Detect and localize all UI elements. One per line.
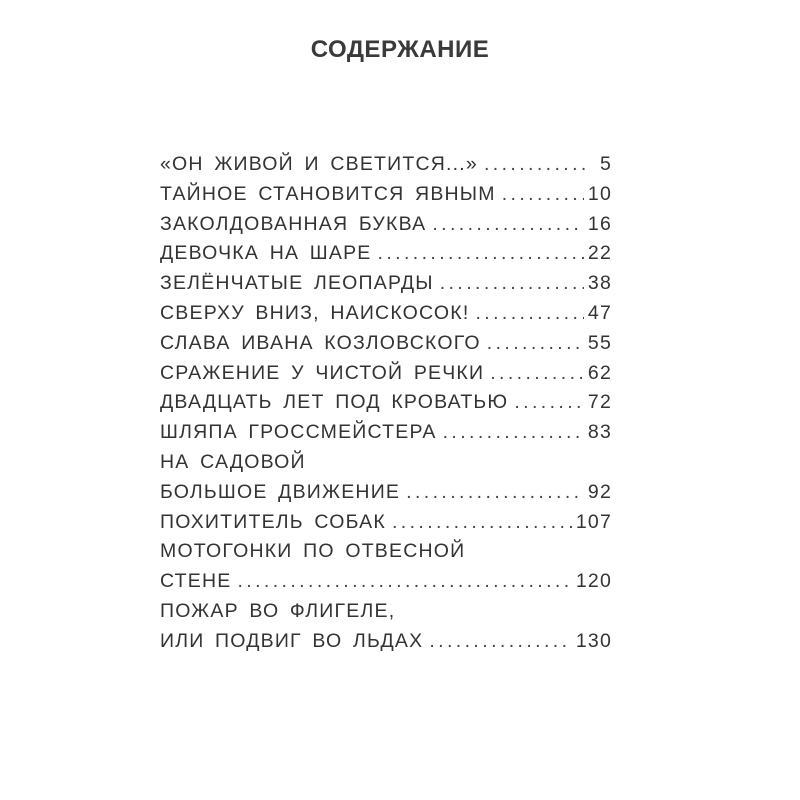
toc-entry-line [160,418,612,448]
dot-leader [429,627,572,657]
toc-entry-title: СТЕНЕ [160,570,232,593]
dot-leader [487,329,584,359]
dot-leader [440,269,584,299]
toc-entry-title: СВЕРХУ ВНИЗ, НАИСКОСОК! [160,301,470,324]
toc-entry-title: ДВАДЦАТЬ ЛЕТ ПОД КРОВАТЬЮ [160,391,509,414]
toc-page-number: 72 [587,391,612,414]
toc-entry-line [160,180,612,210]
toc-entry-line [160,359,612,389]
toc-page-number: 120 [575,570,612,593]
toc-entry-title: ЗАКОЛДОВАННАЯ БУКВА [160,212,427,235]
toc-entry-line [160,448,612,478]
page-title: СОДЕРЖАНИЕ [310,36,490,63]
toc-entry-line [160,567,612,597]
toc-entry [160,239,612,269]
dot-leader [443,418,584,448]
toc-page-number: 10 [587,182,612,205]
toc-entry [160,597,612,657]
toc-entry [160,150,612,180]
toc-entry-title: ПОХИТИТЕЛЬ СОБАК [160,510,386,533]
toc-entry-title: ДЕВОЧКА НА ШАРЕ [160,242,372,265]
toc-page-number: 130 [575,629,612,652]
toc-entry [160,299,612,329]
dot-leader [432,210,584,240]
toc-page-number: 5 [599,153,612,175]
toc-entry [160,418,612,448]
toc-entry-line [160,478,612,508]
toc-page-number: 22 [587,242,612,265]
toc-page-number: 92 [587,480,612,503]
toc-entry-title: МОТОГОНКИ ПО ОТВЕСНОЙ [160,540,466,563]
toc-entry-line [160,597,612,627]
toc-entry [160,180,612,210]
table-of-contents [160,150,612,657]
toc-entry-title: СЛАВА ИВАНА КОЗЛОВСКОГО [160,331,481,354]
dot-leader [378,239,584,269]
toc-page-number: 16 [587,212,612,235]
toc-entry-title: ШЛЯПА ГРОССМЕЙСТЕРА [160,421,437,444]
toc-entry-line [160,329,612,359]
toc-entry [160,537,612,597]
dot-leader [502,180,584,210]
toc-page-number: 55 [587,331,612,354]
toc-entry [160,269,612,299]
toc-page-number: 62 [587,361,612,384]
toc-entry [160,359,612,389]
toc-page-number: 83 [587,421,612,444]
dot-leader [514,388,584,418]
toc-entry [160,210,612,240]
toc-entry-line [160,269,612,299]
toc-entry-title: БОЛЬШОЕ ДВИЖЕНИЕ [160,480,401,503]
toc-entry [160,448,612,508]
dot-leader [484,150,590,180]
toc-entry-line [160,239,612,269]
toc-entry-title: НА САДОВОЙ [160,450,306,473]
toc-entry-title: СРАЖЕНИЕ У ЧИСТОЙ РЕЧКИ [160,361,485,384]
toc-page-number: 47 [587,301,612,324]
toc-entry [160,508,612,538]
dot-leader [475,299,583,329]
toc-entry-line [160,508,612,538]
toc-page-number: 38 [587,272,612,295]
toc-entry [160,329,612,359]
toc-entry [160,388,612,418]
toc-entry-title: ТАЙНОЕ СТАНОВИТСЯ ЯВНЫМ [160,182,496,205]
dot-leader [392,508,572,538]
toc-entry-title: «ОН ЖИВОЙ И СВЕТИТСЯ...» [160,153,478,175]
toc-page-number: 107 [575,510,612,533]
toc-entry-title: ПОЖАР ВО ФЛИГЕЛЕ, [160,599,396,622]
dot-leader [490,359,584,389]
toc-entry-title: ЗЕЛЁНЧАТЫЕ ЛЕОПАРДЫ [160,272,434,295]
toc-entry-line [160,627,612,657]
toc-entry-line [160,299,612,329]
dot-leader [406,478,584,508]
dot-leader [237,567,571,597]
toc-entry-line [160,537,612,567]
toc-entry-line [160,388,612,418]
toc-entry-line [160,150,612,180]
toc-entry-line [160,210,612,240]
toc-entry-title: ИЛИ ПОДВИГ ВО ЛЬДАХ [160,629,424,652]
